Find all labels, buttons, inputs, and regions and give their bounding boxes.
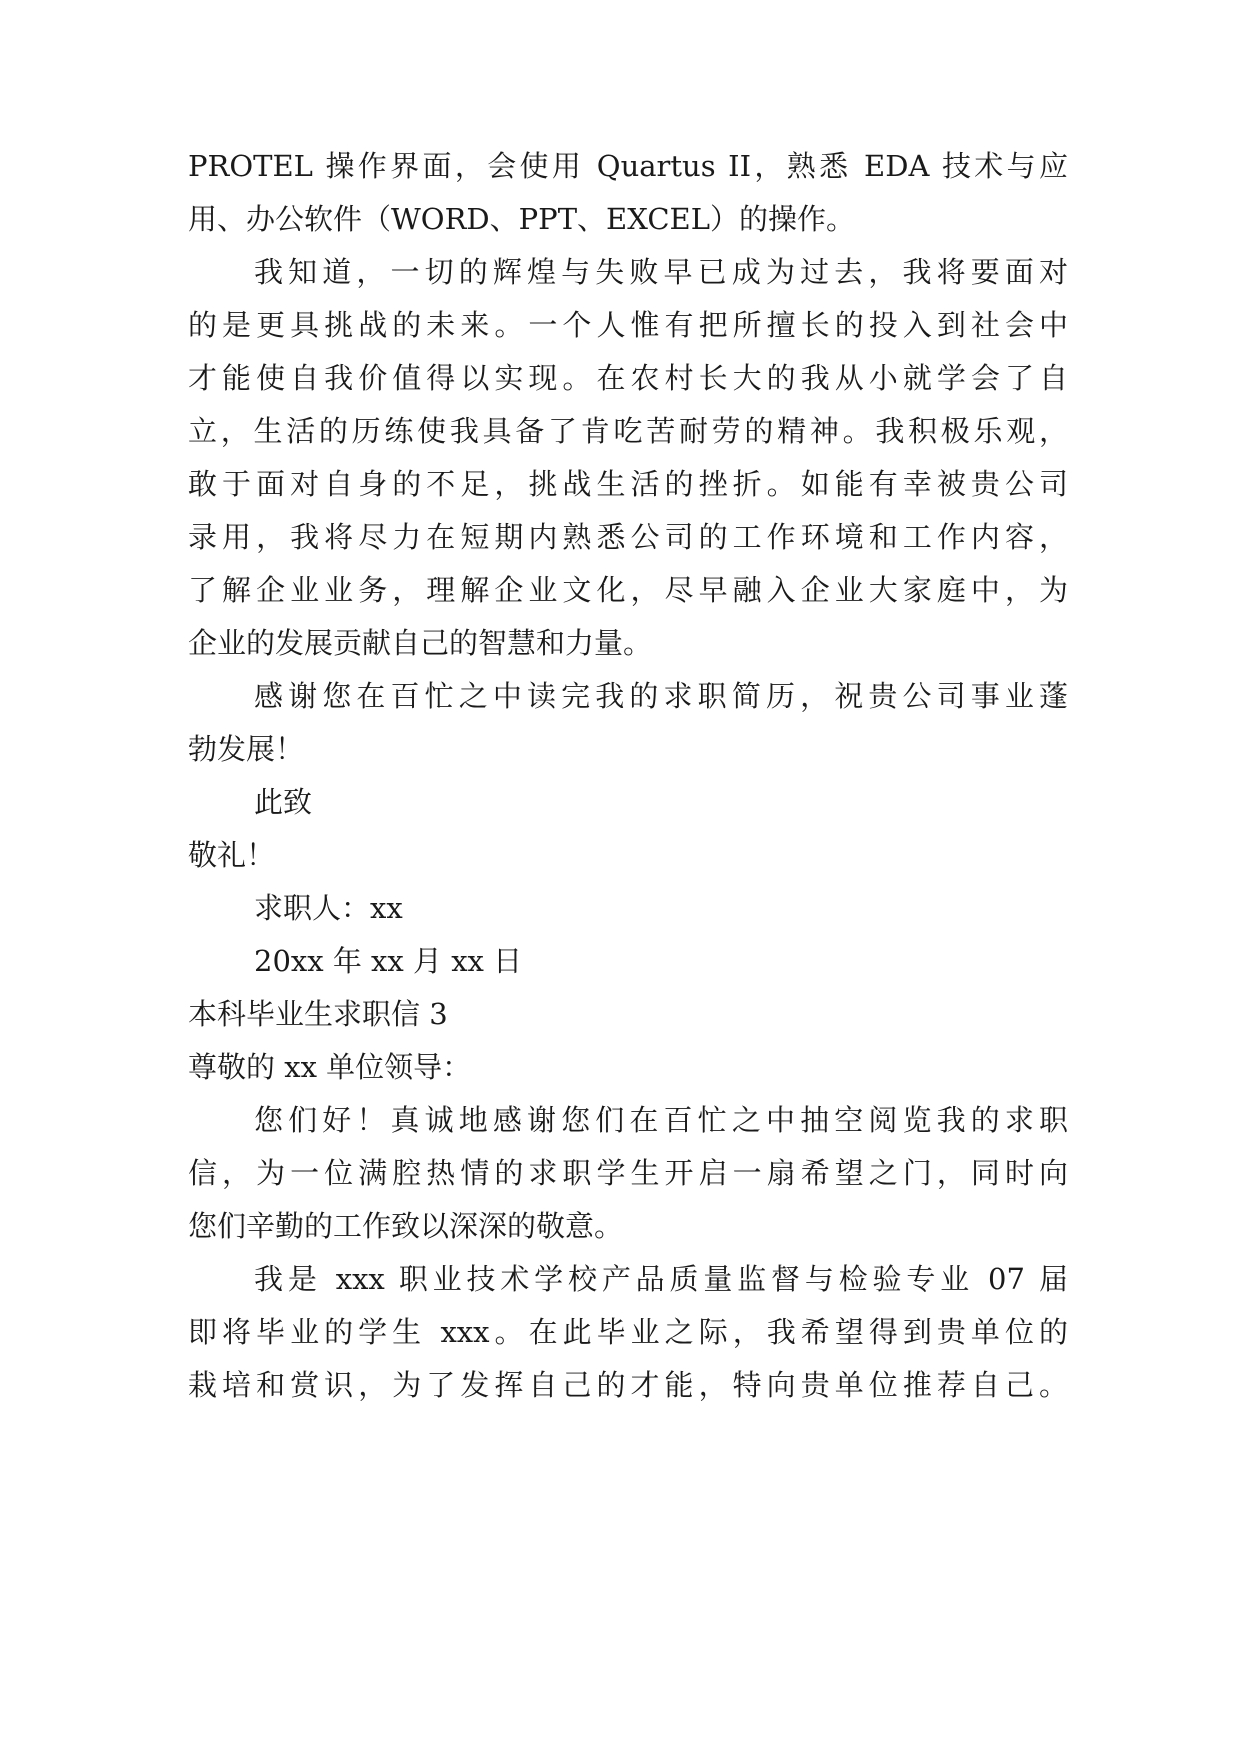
text-line: 敢于面对自身的不足，挑战生活的挫折。如能有幸被贵公司 <box>188 467 1068 501</box>
text-line: 的是更具挑战的未来。一个人惟有把所擅长的投入到社会中 <box>188 308 1068 342</box>
text-line: 我是 xxx 职业技术学校产品质量监督与检验专业 07 届 <box>254 1262 1068 1296</box>
salutation-closing: 敬礼！ <box>188 838 276 872</box>
text-line: 企业的发展贡献自己的智慧和力量。 <box>188 626 653 660</box>
text-line: 才能使自我价值得以实现。在农村长大的我从小就学会了自 <box>188 361 1068 395</box>
text-line: 了解企业业务，理解企业文化，尽早融入企业大家庭中，为 <box>188 573 1068 607</box>
text-line: PROTEL 操作界面，会使用 Quartus II，熟悉 EDA 技术与应 <box>188 149 1068 183</box>
text-line: 我知道，一切的辉煌与失败早已成为过去，我将要面对 <box>254 255 1068 289</box>
signature-date: 20xx 年 xx 月 xx 日 <box>254 944 523 978</box>
text-line: 用、办公软件（WORD、PPT、EXCEL）的操作。 <box>188 202 855 236</box>
text-line: 您们辛勤的工作致以深深的敬意。 <box>188 1209 624 1243</box>
text-line: 录用，我将尽力在短期内熟悉公司的工作环境和工作内容， <box>188 520 1068 554</box>
text-line: 感谢您在百忙之中读完我的求职简历，祝贵公司事业蓬 <box>254 679 1068 713</box>
text-line: 栽培和赏识，为了发挥自己的才能，特向贵单位推荐自己。 <box>188 1368 1068 1402</box>
text-line: 您们好！真诚地感谢您们在百忙之中抽空阅览我的求职 <box>254 1103 1068 1137</box>
text-line: 勃发展！ <box>188 732 305 766</box>
signature-name: 求职人：xx <box>254 891 403 925</box>
closing-phrase: 此致 <box>254 785 313 819</box>
text-line: 立，生活的历练使我具备了肯吃苦耐劳的精神。我积极乐观， <box>188 414 1068 448</box>
greeting: 尊敬的 xx 单位领导： <box>188 1050 472 1084</box>
section-title: 本科毕业生求职信 3 <box>188 997 448 1031</box>
text-line: 信，为一位满腔热情的求职学生开启一扇希望之门，同时向 <box>188 1156 1068 1190</box>
text-line: 即将毕业的学生 xxx。在此毕业之际，我希望得到贵单位的 <box>188 1315 1068 1349</box>
